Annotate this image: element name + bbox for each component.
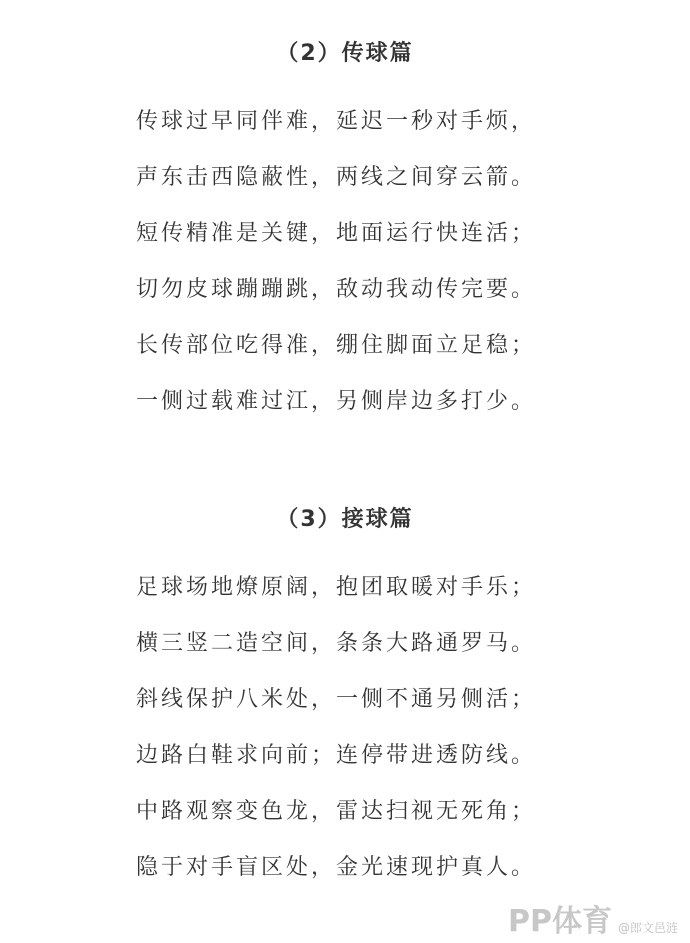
section-receiving [0, 500, 690, 896]
verse-line: 中路观察变色龙，雷达扫视无死角； [136, 799, 537, 824]
verse-line: 足球场地燎原阔，抱团取暖对手乐； [136, 575, 537, 600]
verse-line: 隐于对手盲区处，金光速现护真人。 [136, 855, 537, 880]
verse-line: 边路白鞋求向前；连停带进透防线。 [136, 743, 537, 768]
pp-sports-logo: PP体育 [508, 904, 612, 939]
verse-line: 切勿皮球蹦蹦跳，敌动我动传完要。 [136, 277, 537, 302]
verse-line: 斜线保护八米处，一侧不通另侧活； [136, 687, 537, 712]
section-passing [0, 34, 690, 430]
verse-line: 短传精准是关键，地面运行快连活； [136, 221, 537, 246]
section-heading-passing: （2）传球篇 [276, 41, 414, 66]
verse-line: 一侧过载难过江，另侧岸边多打少。 [136, 389, 537, 414]
watermark-handle: @郎文邑涟 [617, 921, 678, 935]
verse-line: 声东击西隐蔽性，两线之间穿云箭。 [136, 165, 537, 190]
section-heading-receiving: （3）接球篇 [276, 507, 414, 532]
verse-line: 横三竖二造空间，条条大路通罗马。 [136, 631, 537, 656]
verse-lines-passing [0, 94, 690, 430]
verse-lines-receiving [0, 560, 690, 896]
verse-line: 长传部位吃得准，绷住脚面立足稳； [136, 333, 537, 358]
watermark [508, 904, 678, 939]
verse-line: 传球过早同伴难，延迟一秒对手烦， [136, 109, 537, 134]
